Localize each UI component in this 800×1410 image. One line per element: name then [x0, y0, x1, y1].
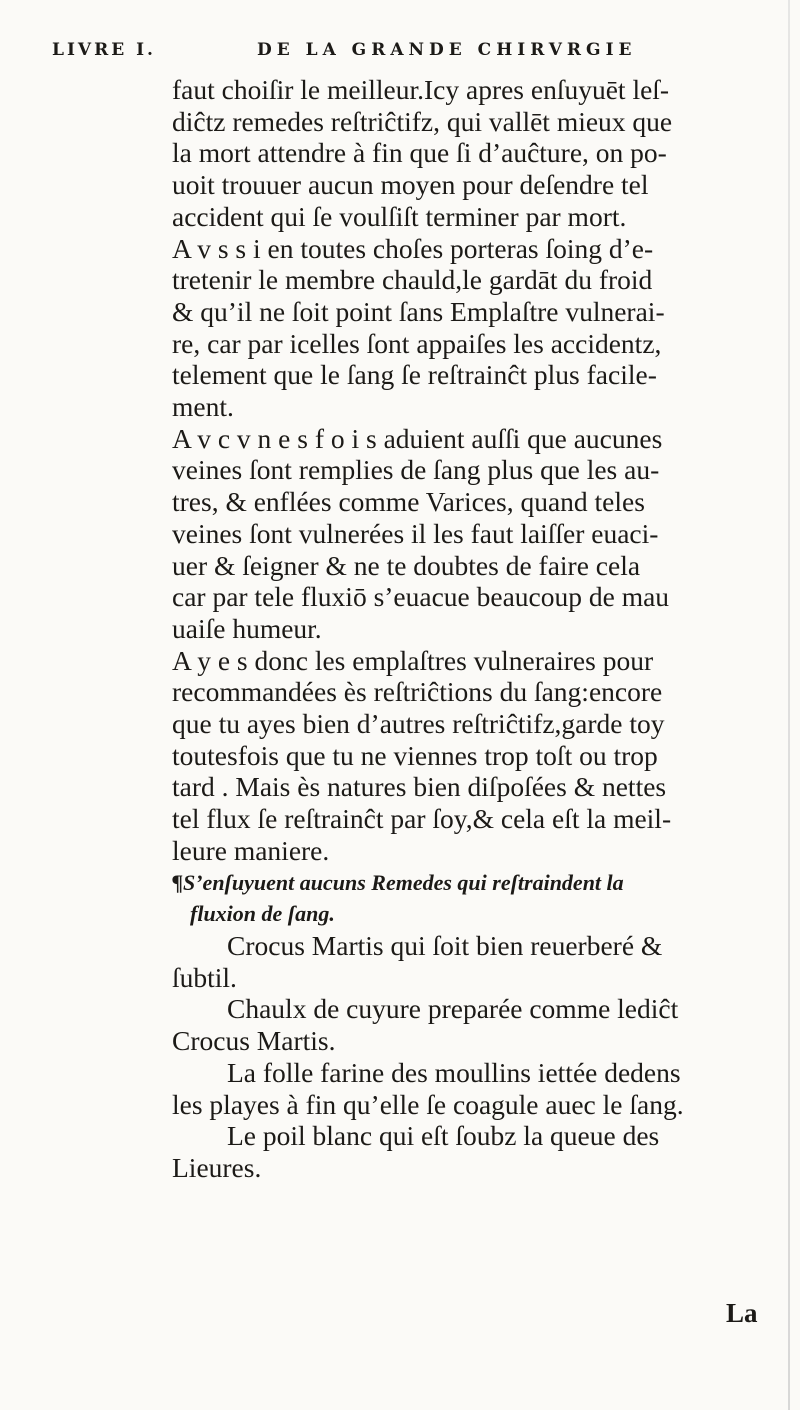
- text-line: telement que le ſang ſe reſtrainĉt plus facile-: [172, 359, 657, 391]
- text-line: la mort attendre à fin que ſi d’auĉture, on po-: [172, 137, 667, 169]
- text-line: uaiſe humeur.: [172, 612, 322, 644]
- text-line: accident qui ſe voulſiſt terminer par mort.: [172, 200, 627, 232]
- recipe-line: La folle farine des moullins iettée dedens: [227, 1056, 681, 1088]
- running-head: [52, 40, 752, 70]
- recipe-line: Lieures.: [172, 1151, 262, 1183]
- text-line: A v s s i en toutes choſes porteras ſoing d’e-: [172, 232, 654, 264]
- recipe-line: Le poil blanc qui eſt ſoubz la queue des: [227, 1120, 660, 1152]
- text-line: tel flux ſe reſtrainĉt par ſoy,& cela eſt la meil-: [172, 803, 672, 835]
- recipe-line: ſubtil.: [172, 961, 237, 993]
- text-line: uer & ſeigner & ne te doubtes de faire cela: [172, 549, 641, 581]
- work-title: DE LA GRANDE CHIRVRGIE: [257, 40, 637, 60]
- book-number: LIVRE I.: [52, 40, 156, 60]
- text-line: tretenir le membre chauld,le gardāt du froid: [172, 264, 653, 296]
- recipe-line: Crocus Martis.: [172, 1025, 336, 1057]
- text-line: & qu’il ne ſoit point ſans Emplaſtre vulnerai-: [172, 295, 665, 327]
- text-line: car par tele fluxiō s’euacue beaucoup de mau: [172, 581, 670, 613]
- rubric-line: fluxion de ſang.: [190, 901, 335, 927]
- text-line: tres, & enflées comme Varices, quand teles: [172, 486, 645, 518]
- text-line: faut choiſir le meilleur.Icy apres enſuyuēt leſ-: [172, 74, 670, 105]
- text-line: A y e s donc les emplaſtres vulneraires pour: [172, 644, 654, 676]
- text-line: tard . Mais ès natures bien diſpoſées & nettes: [172, 771, 667, 803]
- recipe-line: Crocus Martis qui ſoit bien reuerberé &: [227, 929, 663, 961]
- text-line: que tu ayes bien d’autres reſtriĉtifz,garde toy: [172, 708, 665, 740]
- text-line: A v c v n e s f o i s aduient auſſi que aucunes: [172, 422, 663, 454]
- text-line: leure maniere.: [172, 834, 330, 866]
- text-line: toutesfois que tu ne viennes trop toſt ou trop: [172, 739, 658, 771]
- text-line: re, car par icelles ſont appaiſes les accidentz,: [172, 327, 662, 359]
- text-line: uoit trouuer aucun moyen pour deſendre tel: [172, 169, 649, 201]
- text-line: veines ſont remplies de ſang plus que les au-: [172, 454, 660, 486]
- rubric-line: ¶S’enſuyuent aucuns Remedes qui reſtraindent la: [172, 869, 624, 895]
- text-line: diĉtz remedes reſtriĉtifz, qui vallēt mieux que: [172, 105, 673, 137]
- text-line: veines ſont vulnerées il les faut laiſſer euaci-: [172, 517, 659, 549]
- text-line: ment.: [172, 391, 234, 423]
- catchword: La: [726, 1298, 758, 1328]
- text-line: recommandées ès reſtriĉtions du ſang:encore: [172, 676, 663, 708]
- recipe-line: Chaulx de cuyure preparée comme lediĉt: [227, 993, 679, 1025]
- body-text: [172, 74, 772, 1184]
- recipe-line: les playes à fin qu’elle ſe coagule auec le ſang.: [172, 1088, 684, 1120]
- page-edge: [788, 0, 790, 1410]
